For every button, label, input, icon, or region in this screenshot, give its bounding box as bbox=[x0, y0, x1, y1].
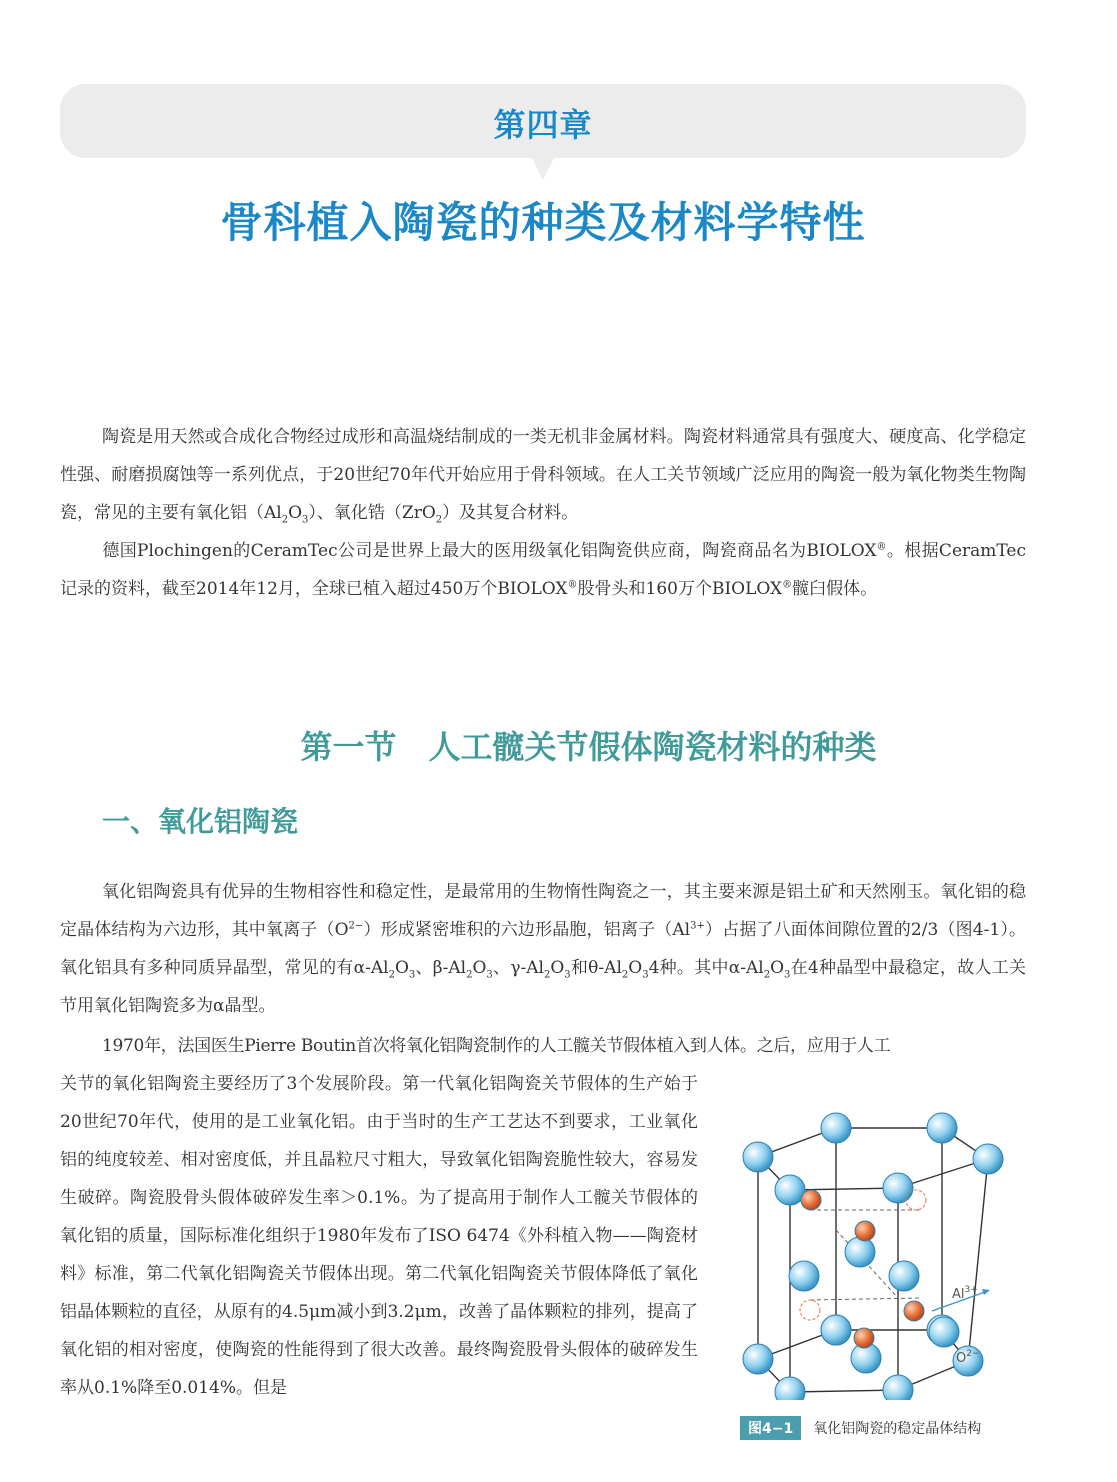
al-label: $Al^{3+}$ bbox=[952, 1285, 978, 1302]
chapter-header-bar bbox=[60, 84, 1026, 158]
crystal-structure-figure bbox=[718, 1100, 1038, 1400]
chapter-label: 第四章 bbox=[493, 106, 593, 144]
hex-edge bbox=[968, 1159, 988, 1361]
crystal-structure-diagram bbox=[718, 1100, 1038, 1400]
oxygen-ion bbox=[889, 1261, 919, 1291]
aluminum-ion bbox=[904, 1301, 924, 1321]
oxygen-ion bbox=[789, 1261, 819, 1291]
o-label: $O^{2-}$ bbox=[956, 1349, 980, 1366]
guide-dash bbox=[810, 1298, 922, 1300]
aluminum-ion bbox=[855, 1221, 875, 1241]
hex-edge bbox=[790, 1390, 898, 1392]
intro-paragraphs: 陶瓷是用天然或合成化合物经过成形和高温烧结制成的一类无机非金属材料。陶瓷材料通常具有强度大、硬度高、化学稳定性强、耐磨损腐蚀等一系列优点，于20世纪70年代开始应用于骨科领域。在人工关节领域广泛应用的陶瓷一般为氧化物类生物陶瓷，常见的主要有氧化铝$(Al_2O_3)$、氧化锆（ZrO$_2$）及其复合材料。 德国Plochingen的CeramTec公司是世界上最大的医用级氧化铝陶瓷供应商，陶瓷商品名为BIOLOX®。根据CeramTec记录的资料，截至2014年12月，全球已植入超过450万个BIOLOX®股骨头和160万个BIOLOX®髋臼假体。 bbox=[60, 427, 1026, 599]
body-paragraph-2-wrapped: 关节的氧化铝陶瓷主要经历了3个发展阶段。第一代氧化铝陶瓷关节假体的生产始于20世纪70年代，使用的是工业氧化铝。由于当时的生产工艺达不到要求，工业氧化铝的纯度较差、相对密度低，并且晶粒尺寸粗大，导致氧化铝陶瓷脆性较大，容易发生破碎。陶瓷股骨头假体破碎发生率＞0.1%。为了提高用于制作人工髋关节假体的氧化铝的质量，国际标准化组织于1980年发布了ISO 6474《外科植入物——陶瓷材料》标准，第二代氧化铝陶瓷关节假体出现。第二代氧化铝陶瓷关节假体降低了氧化铝晶体颗粒的直径，从原有的4.5μm减小到3.2μm，改善了晶体颗粒的排列，提高了氧化铝的相对密度，使陶瓷的性能得到了很大改善。最终陶瓷股骨头假体的破碎发生率从0.1%降至0.014%。但是 bbox=[60, 1074, 698, 1398]
body-paragraph-2-first-line: 1970年，法国医生Pierre Boutin首次将氧化铝陶瓷制作的人工髋关节假体植入到人体。之后，应用于人工 bbox=[102, 1036, 891, 1056]
oxygen-ion bbox=[883, 1173, 913, 1203]
oxygen-ion bbox=[821, 1315, 851, 1345]
body-paragraph-1: 氧化铝陶瓷具有优异的生物相容性和稳定性，是最常用的生物惰性陶瓷之一，其主要来源是铝土矿和天然刚玉。氧化铝的稳定晶体结构为六边形，其中氧离子$(O^{2-})$形成紧密堆积的六边形晶胞，铝离子$(Al^{3+})$占据了八面体间隙位置的2/3（图4-1）。氧化铝具有多种同质异晶型，常见的有$\alpha-Al_2O_3$、$\beta-Al_2O_3$、$\gamma-Al_2O_3$和$\theta-Al_2O_34$种。其中$\alpha-Al_2O_3$在4种晶型中最稳定，故人工关节用氧化铝陶瓷多为α晶型。 bbox=[60, 882, 1027, 1016]
oxygen-ion bbox=[743, 1344, 773, 1374]
al-arrowhead bbox=[982, 1289, 990, 1295]
oxygen-ion bbox=[929, 1317, 959, 1347]
oxygen-ion bbox=[845, 1237, 875, 1267]
oxygen-ion bbox=[821, 1113, 851, 1143]
vacancy-site bbox=[800, 1300, 820, 1320]
section-title: 第一节 人工髋关节假体陶瓷材料的种类 bbox=[300, 728, 877, 766]
oxygen-ion bbox=[883, 1375, 913, 1400]
figure-caption-text: 氧化铝陶瓷的稳定晶体结构 bbox=[813, 1421, 982, 1437]
intro-p1: 陶瓷是用天然或合成化合物经过成形和高温烧结制成的一类无机非金属材料。陶瓷材料通常具有强度大、硬度高、化学稳定性强、耐磨损腐蚀等一系列优点，于20世纪70年代开始应用于骨科领域。在人工关节领域广泛应用的陶瓷一般为氧化物类生物陶瓷，常见的主要有氧化铝$(Al_2O_3)$、氧化锆（ZrO$_2$）及其复合材料。 bbox=[60, 427, 1026, 526]
aluminum-ion bbox=[854, 1328, 874, 1348]
oxygen-ion bbox=[927, 1113, 957, 1143]
chapter-title: 骨科植入陶瓷的种类及材料学特性 bbox=[220, 198, 866, 247]
hex-edge bbox=[790, 1188, 898, 1190]
figure-tag: 图4−1 bbox=[740, 1416, 801, 1440]
oxygen-ion bbox=[743, 1142, 773, 1172]
subsection-title: 一、氧化铝陶瓷 bbox=[102, 805, 299, 838]
aluminum-ion bbox=[801, 1190, 821, 1210]
figure-caption bbox=[740, 1416, 981, 1440]
oxygen-ion bbox=[775, 1175, 805, 1205]
oxygen-ion bbox=[973, 1144, 1003, 1174]
